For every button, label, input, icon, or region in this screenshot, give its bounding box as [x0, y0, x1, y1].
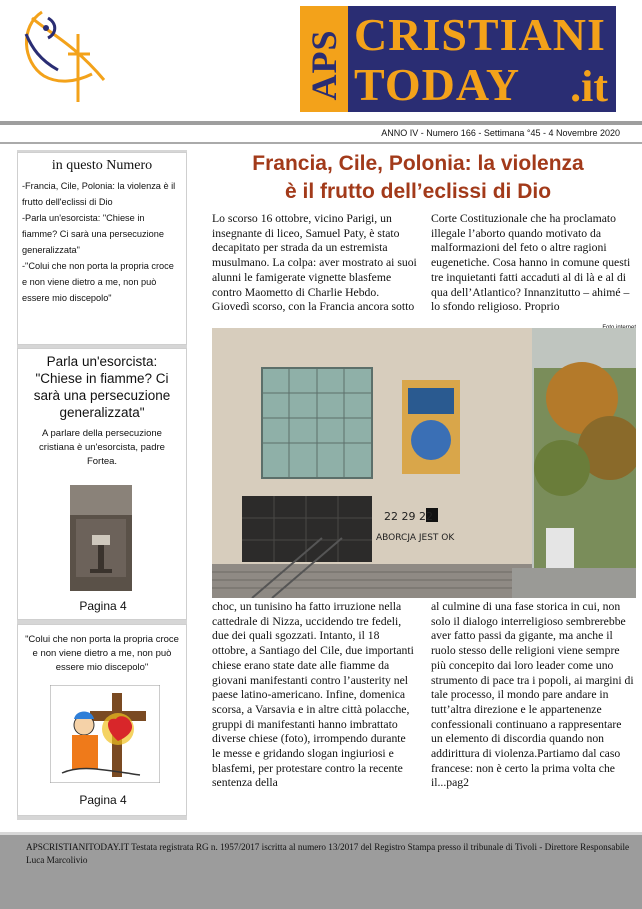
church-photo-illustration [212, 328, 636, 598]
feature-exorcist-text: A parlare della persecuzione cristiana è un'esorcista, padre Fortea. [39, 428, 165, 467]
exorcist-photo [70, 485, 132, 591]
toc-item[interactable]: -"Colui che non porta la propria croce e non viene dietro a me, non può essere mio discepolo" [22, 261, 174, 303]
feature-cross-quote[interactable]: "Colui che non porta la propria croce e non viene dietro a me, non può essere mio discepolo" [25, 634, 179, 673]
masthead [300, 6, 616, 112]
cross-cartoon-image [50, 685, 160, 783]
masthead-aps: APS [304, 29, 344, 101]
church-graffiti-photo [212, 328, 636, 598]
graffiti-numbers: 22 29 22 [384, 510, 433, 523]
masthead-tld: .it [570, 62, 608, 111]
footer [0, 832, 642, 909]
toc-item[interactable]: -Francia, Cile, Polonia: la violenza è il frutto dell'eclissi di Dio [22, 181, 176, 207]
fish-cross-logo-icon [18, 4, 114, 110]
toc-list [18, 174, 186, 306]
sidebar [17, 150, 187, 820]
article-col2-bottom: al culmine di una fase storica in cui, non solo il dialogo interreligioso sembrerebbe aver fatto passi da gigante, ma anche il ruolo stesso delle religioni viene sempre più concepito dai loro leader come uno strumento di pace tra i popoli, ai margini di tale processo, il mondo pare andare in tutt’altra direzione e le appartenenze confessionali continuano a rappresentare un elemento di discordia quando non addirittura di violenza.Partiamo dal caso francese: non è certo la prima volta che il...pag2 [431, 600, 634, 790]
headline-line-1: Francia, Cile, Polonia: la violenza [252, 152, 584, 175]
feature-cross-box [17, 624, 187, 816]
feature-exorcist-box [17, 348, 187, 620]
article-col2-top: Corte Costituzionale che ha proclamato illegale l’aborto quando motivato da malformazioni del feto o altre ragioni eugenetiche. Cosa hanno in comune questi tre inquietanti fatti accaduti al di là e al di qua dell’Atlantico? Innanzitutto – ahimé – lo sfondo religioso. Proprio [431, 212, 631, 314]
toc-title: in questo Numero [51, 158, 153, 173]
header [0, 0, 642, 122]
article-col1-bottom: choc, un tunisino ha fatto irruzione nella cattedrale di Nizza, uccidendo tre fedeli, due dei quali sgozzati. Intanto, il 18 ottobre, a Santiago del Cile, due importanti chiese erano state date alle fiamme da giovani manifestanti contro l’austerity nel paese latino-americano. Infine, domenica scorsa, a Varsavia e in altre città polacche, gruppi di manifestanti hanno imbrattato diverse chiese (foto), irrompendo durante le messe e gridando slogan ingiuriosi e blasfemi, per protestare contro la recente sentenza della [212, 600, 414, 790]
header-divider [0, 121, 642, 125]
graffiti-text: ABORCJA JEST OK [376, 533, 455, 543]
article-headline [200, 150, 636, 206]
headline-line-2: è il frutto dell’eclissi di Dio [284, 180, 552, 203]
issue-line: ANNO IV - Numero 166 - Settimana °45 - 4 Novembre 2020 [381, 128, 620, 138]
toc-box [17, 152, 187, 345]
masthead-cristiani: CRISTIANI [354, 9, 606, 60]
issue-divider [0, 142, 642, 144]
footer-legal-text: APSCRISTIANITODAY.IT Testata registrata RG n. 1957/2017 iscritta al numero 13/2017 del Registro Stampa presso il tribunale di Tivoli - Direttore Responsabile Luca Marcolivio [26, 842, 630, 865]
footer-divider [0, 832, 642, 835]
article-col1-top: Lo scorso 16 ottobre, vicino Parigi, un insegnante di liceo, Samuel Paty, è stato decapitato per strada da un estremista musulmano. La colpa: aver mostrato ai suoi alunni le famigerate vignette blasfeme contro Maometto di Charlie Hebdo. Giovedì scorso, con la Francia ancora sotto [212, 212, 417, 314]
feature-exorcist-title[interactable]: Parla un'esorcista: "Chiese in fiamme? Ci sarà una persecuzione generalizzata" [33, 354, 171, 420]
toc-item[interactable]: -Parla un'esorcista: "Chiese in fiamme? Ci sarà una persecuzione generalizzata" [22, 213, 164, 255]
masthead-today: TODAY [354, 59, 521, 110]
feature-cross-page[interactable]: Pagina 4 [79, 793, 127, 807]
feature-exorcist-page[interactable]: Pagina 4 [79, 599, 127, 613]
